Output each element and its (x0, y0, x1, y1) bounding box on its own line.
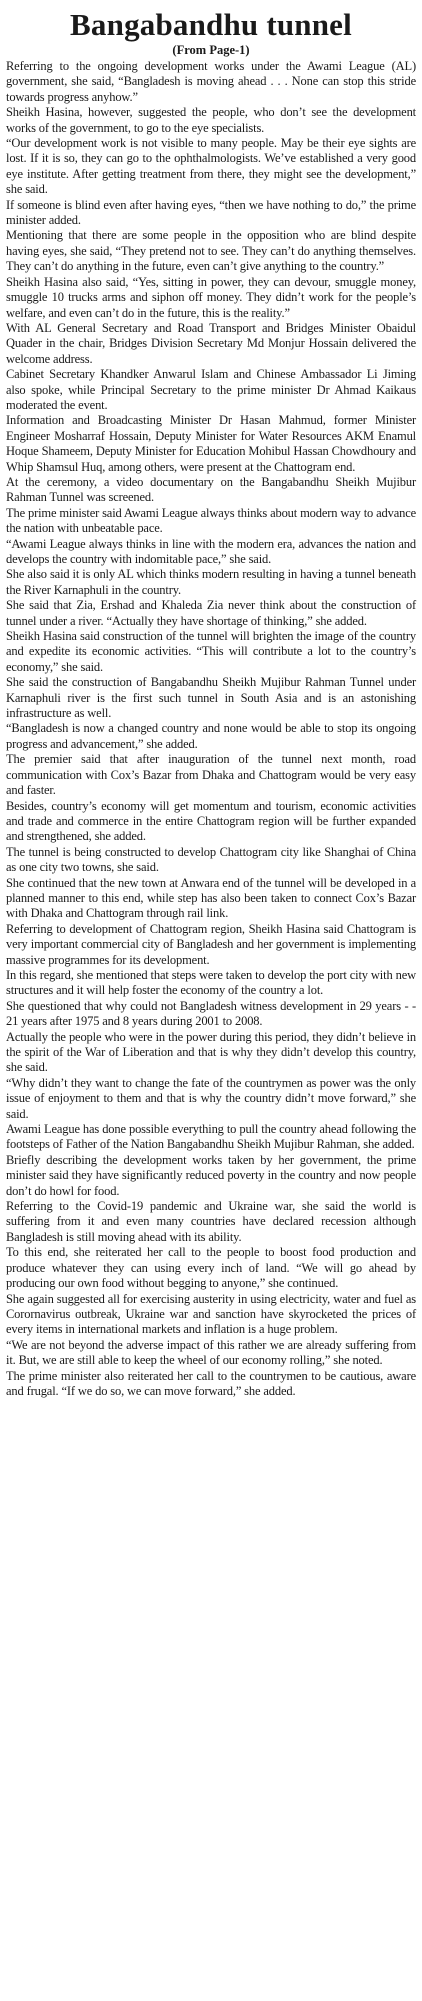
paragraph: The prime minister said Awami League always thinks about modern way to advance the nation with unbeatable pace. (6, 505, 416, 536)
paragraph: Referring to the Covid-19 pandemic and Ukraine war, she said the world is suffering from it and even many countries have declared recession although Bangladesh is still moving ahead with its ability. (6, 1199, 416, 1244)
paragraph: In this regard, she mentioned that steps were taken to develop the port city with new structures and it will help foster the economy of the country a lot. (6, 967, 416, 998)
paragraph: To this end, she reiterated her call to the people to boost food production and produce whatever they can using every inch of land. “We will go ahead by producing our own food without begging to anyone,” she continued. (6, 1245, 416, 1291)
continuation-note: (From Page-1) (172, 43, 250, 57)
paragraph: “Awami League always thinks in line with the modern era, advances the nation and develops the country with indomitable pace,” she said. (6, 536, 416, 566)
paragraph: Besides, country’s economy will get momentum and tourism, economic activities and trade and commerce in the entire Chattogram region will be further expanded and strengthened, she added. (6, 798, 416, 844)
paragraph: “Bangladesh is now a changed country and none would be able to stop its ongoing progress and advancement,” she added. (6, 721, 416, 751)
paragraph: Sheikh Hasina, however, suggested the people, who don’t see the development works of the government, to go to the eye specialists. (6, 105, 416, 135)
paragraph: Sheikh Hasina said construction of the tunnel will brighten the image of the country and expedite its economic activities. “This will contribute a lot to the country’s economy,” she said. (6, 629, 416, 674)
article-body (6, 59, 416, 1399)
paragraph: With AL General Secretary and Road Transport and Bridges Minister Obaidul Quader in the chair, Bridges Division Secretary Md Monjur Hossain delivered the welcome address. (6, 320, 416, 366)
paragraph: Sheikh Hasina also said, “Yes, sitting in power, they can devour, smuggle money, smuggle 10 trucks arms and siphon off money. They didn’t work for the people’s welfare, and even can’t do in the future, this is the reality.” (6, 274, 416, 320)
paragraph: Information and Broadcasting Minister Dr Hasan Mahmud, former Minister Engineer Mosharraf Hossain, Deputy Minister for Water Resources AKM Enamul Hoque Shameem, Deputy Minister for Education Mohibul Hassan Chowdhoury and Whip Shamsul Huq, among others, were present at the Chattogram end. (6, 413, 416, 474)
paragraph: Actually the people who were in the power during this period, they didn’t believe in the spirit of the War of Liberation and that is why they didn’t develop this country, she said. (6, 1029, 416, 1075)
paragraph: She said that Zia, Ershad and Khaleda Zia never think about the construction of tunnel under a river. “Actually they have shortage of thinking,” she added. (6, 598, 416, 628)
paragraph: Briefly describing the development works taken by her government, the prime minister said they have significantly reduced poverty in the country and now people don’t do howl for food. (6, 1152, 416, 1198)
paragraph: If someone is blind even after having eyes, “then we have nothing to do,” the prime minister added. (6, 197, 416, 228)
paragraph: “Why didn’t they want to change the fate of the countrymen as power was the only issue of enjoyment to them and that is why the country didn’t move forward,” she said. (6, 1075, 416, 1121)
paragraph: The tunnel is being constructed to develop Chattogram city like Shanghai of China as one city two towns, she said. (6, 844, 416, 875)
paragraph: She again suggested all for exercising austerity in using electricity, water and fuel as Corornavirus outbreak, Ukraine war and sanction have skyrocketed the prices of every items in international markets and inflation is a huge problem. (6, 1291, 416, 1337)
paragraph: At the ceremony, a video documentary on the Bangabandhu Sheikh Mujibur Rahman Tunnel was screened. (6, 474, 416, 505)
paragraph: She continued that the new town at Anwara end of the tunnel will be developed in a planned manner to this end, while step has also been taken to connect Cox’s Bazar with Dhaka and Chattogram through rail link. (6, 875, 416, 921)
paragraph: Awami League has done possible everything to pull the country ahead following the footsteps of Father of the Nation Bangabandhu Sheikh Mujibur Rahman, she added. (6, 1122, 416, 1152)
headline: Bangabandhu tunnel (70, 7, 352, 42)
paragraph: She questioned that why could not Bangladesh witness development in 29 years - - 21 years after 1975 and 8 years during 2001 to 2008. (6, 998, 416, 1029)
paragraph: Referring to the ongoing development works under the Awami League (AL) government, she said, “Bangladesh is moving ahead . . . None can stop this stride towards progress anyhow.” (6, 59, 416, 104)
paragraph: The premier said that after inauguration of the tunnel next month, road communication with Cox’s Bazar from Dhaka and Chattogram would be very easy and faster. (6, 752, 416, 798)
paragraph: “We are not beyond the adverse impact of this rather we are already suffering from it. But, we are still able to keep the wheel of our economy rolling,” she noted. (6, 1337, 416, 1368)
paragraph: She also said it is only AL which thinks modern resulting in having a tunnel beneath the River Karnaphuli in the country. (6, 567, 416, 597)
paragraph: Cabinet Secretary Khandker Anwarul Islam and Chinese Ambassador Li Jiming also spoke, while Principal Secretary to the prime minister Dr Ahmad Kaikaus moderated the event. (6, 367, 416, 412)
paragraph: Mentioning that there are some people in the opposition who are blind despite having eyes, she said, “They pretend not to see. They can’t do anything themselves. They can’t do anything in the future, even can’t give anything to the country.” (6, 228, 416, 274)
paragraph: “Our development work is not visible to many people. May be their eye sights are lost. If it is so, they can go to the ophthalmologists. We’ve established a very good eye institute. After getting treatment from there, they might see the development,” she said. (6, 136, 416, 197)
paragraph: The prime minister also reiterated her call to the countrymen to be cautious, aware and frugal. “If we do so, we can move forward,” she added. (6, 1368, 416, 1398)
paragraph: She said the construction of Bangabandhu Sheikh Mujibur Rahman Tunnel under Karnaphuli river is the first such tunnel in South Asia and is an astonishing infrastructure as well. (6, 675, 416, 721)
paragraph: Referring to development of Chattogram region, Sheikh Hasina said Chattogram is very important commercial city of Bangladesh and her government is implementing massive programmes for its development. (6, 921, 416, 967)
